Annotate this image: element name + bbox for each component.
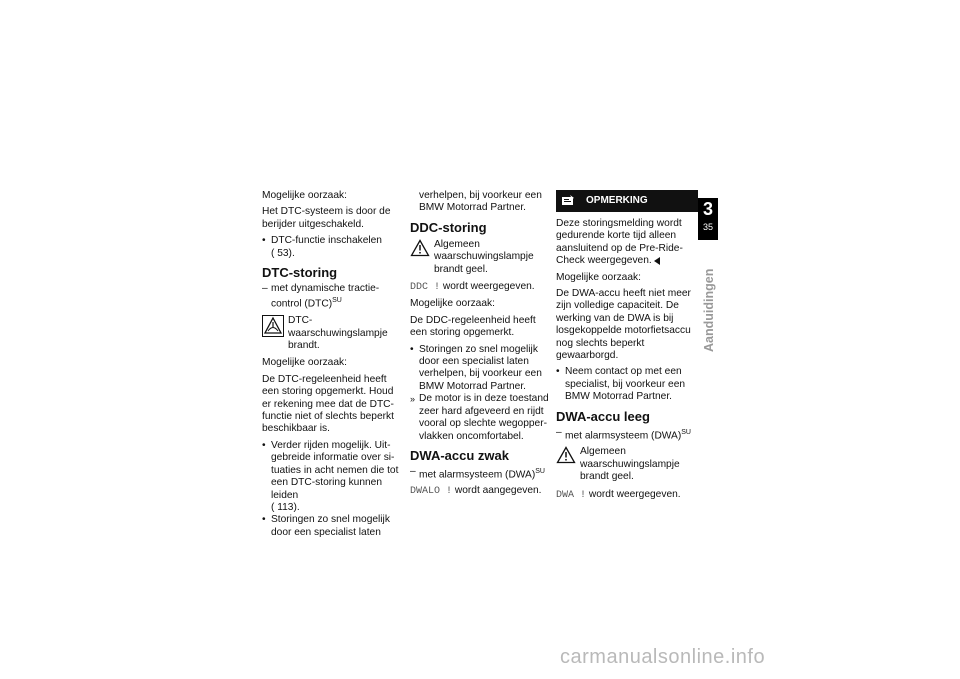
continued-text: verhelpen, bij voorkeur een BMW Motorrad Partner. <box>419 190 542 214</box>
column-1 <box>262 190 402 539</box>
condition-item <box>556 427 698 443</box>
condition-item <box>410 466 550 482</box>
chapter-tab <box>698 198 718 240</box>
section-heading-dwa-accu-leeg: DWA-accu leeg <box>556 408 650 424</box>
section-heading-ddc-storing: DDC-storing <box>410 219 487 235</box>
bullet-text: Neem contact op met een specialist, bij voorkeur een BMW Motorrad Partner. <box>565 366 686 403</box>
display-code: DDC ! <box>410 282 441 294</box>
note-text: Deze storingsmelding wordt gedurende korte tijd alleen aansluitend op de Pre-Ride-Check weergegeven. <box>556 218 683 267</box>
list-item <box>262 514 402 539</box>
display-message-row <box>410 281 550 294</box>
display-code: DWALO ! <box>410 485 453 497</box>
end-of-note-icon <box>654 257 660 265</box>
cause-label: Mogelijke oorzaak: <box>262 190 347 201</box>
note-text-row <box>556 218 698 268</box>
list-item <box>556 366 698 403</box>
bullet-text: Storingen zo snel mogelijk door een specialist laten verhelpen, bij voorkeur een BMW Motorrad Partner. <box>419 343 542 392</box>
indicator-text: DTC-waarschuwingslampje brandt. <box>288 315 388 352</box>
display-message-text: wordt weergegeven. <box>588 488 681 500</box>
section-heading-dtc-storing: DTC-storing <box>262 265 338 281</box>
chapter-title: Aanduidingen <box>702 268 716 352</box>
watermark: carmanualsonline.info <box>560 646 766 668</box>
condition-text: met alarmsysteem (DWA) <box>419 469 536 481</box>
list-item <box>262 440 402 514</box>
display-message-row <box>410 485 550 498</box>
su-marker: SU <box>535 467 545 475</box>
bullet-text: Verder rijden mogelijk. Uitgebreide informatie over situaties in acht nemen die tot een DTC-storing kunnen leiden <box>271 439 399 501</box>
cause-label: Mogelijke oorzaak: <box>410 298 495 310</box>
cause-label: Mogelijke oorzaak: <box>556 271 641 283</box>
list-item <box>262 235 402 260</box>
su-marker: SU <box>681 428 691 436</box>
page-reference[interactable]: ( 53). <box>271 247 295 259</box>
note-icon <box>558 190 578 212</box>
bullet-text: Storingen zo snel mogelijk door een specialist laten <box>271 514 390 538</box>
section-heading-dwa-accu-zwak: DWA-accu zwak <box>410 447 509 463</box>
note-header <box>556 190 698 212</box>
display-message-text: wordt weergegeven. <box>442 281 535 293</box>
general-warning-icon <box>556 446 576 464</box>
column-3 <box>556 190 698 506</box>
su-marker: SU <box>332 297 342 305</box>
indicator-row <box>556 446 698 483</box>
dtc-warning-icon <box>262 315 284 337</box>
chapter-number: 3 <box>702 199 713 219</box>
column-2 <box>410 190 550 502</box>
result-text: De motor is in deze toestand zeer hard afgeveerd en rijdt vooral op slechte wegoppervlakken oncomfortabel. <box>419 393 549 442</box>
indicator-row <box>262 315 402 352</box>
display-message-text: wordt aangegeven. <box>454 484 542 496</box>
page-number: 35 <box>702 222 713 232</box>
cause-text: De DTC-regeleenheid heeft een storing opgemerkt. Houd er rekening mee dat de DTC-functie niet of slechts beperkt beschikbaar is. <box>262 373 394 435</box>
result-item <box>410 393 550 443</box>
page-reference[interactable]: ( 113). <box>271 501 300 513</box>
general-warning-icon <box>410 239 430 257</box>
cause-text: De DDC-regeleenheid heeft een storing opgemerkt. <box>410 314 536 339</box>
list-item <box>410 344 550 394</box>
indicator-text: Algemeen waarschuwingslampje brandt geel. <box>434 238 534 275</box>
indicator-text: Algemeen waarschuwingslampje brandt geel. <box>580 446 680 483</box>
note-label: OPMERKING <box>586 194 648 206</box>
condition-text: met alarmsysteem (DWA) <box>565 430 682 442</box>
cause-text: Het DTC-systeem is door de berijder uitgeschakeld. <box>262 206 391 230</box>
indicator-row <box>410 239 550 276</box>
display-message-row <box>556 489 698 502</box>
condition-item <box>262 283 402 311</box>
cause-text: De DWA-accu heeft niet meer zijn volledige capaciteit. De werking van de DWA is bij losgekoppelde motorfietsaccu nog slechts beperkt gewaarborgd. <box>556 288 691 362</box>
condition-text: met dynamische tractie-control (DTC) <box>271 283 380 310</box>
display-code: DWA ! <box>556 489 587 501</box>
cause-label: Mogelijke oorzaak: <box>262 357 347 369</box>
bullet-text: DTC-functie inschakelen <box>271 235 382 247</box>
